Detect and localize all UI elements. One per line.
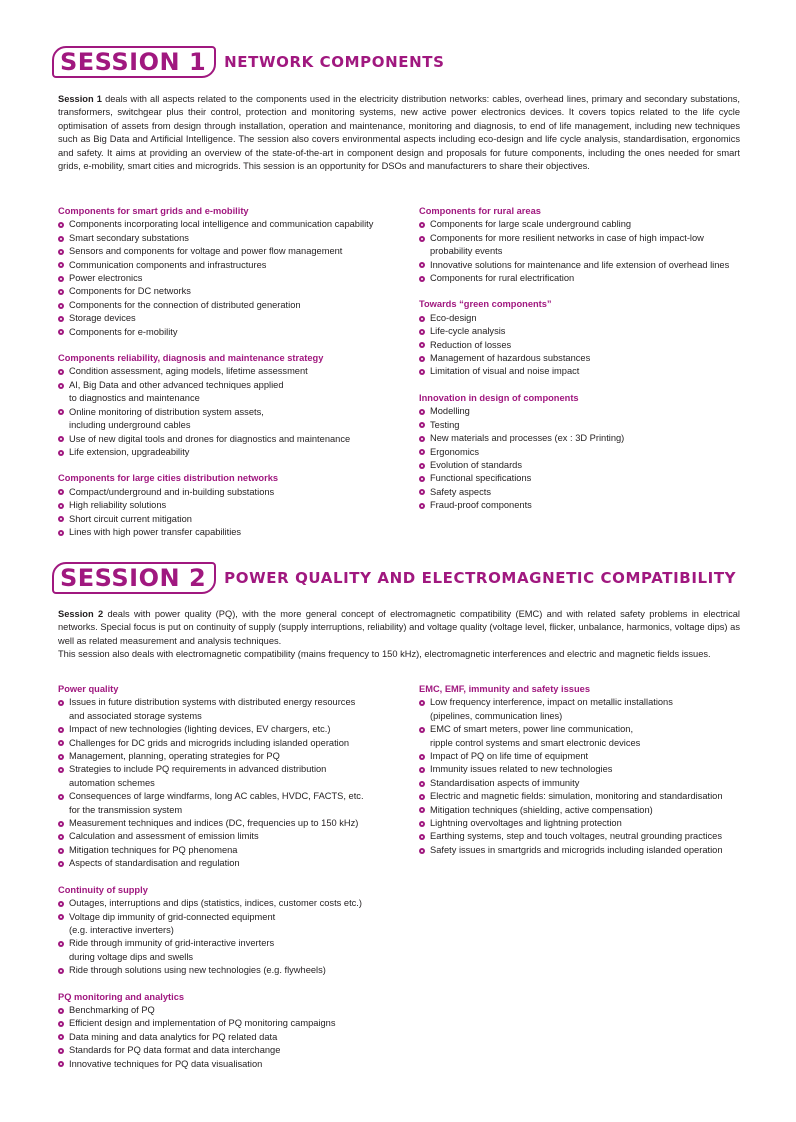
list-item-text: Fraud-proof components — [430, 500, 532, 511]
topic-list — [58, 696, 398, 870]
topic-group — [419, 205, 749, 285]
session-2-header — [52, 561, 736, 595]
list-item — [58, 259, 398, 272]
topic-group — [58, 352, 398, 459]
list-item — [419, 446, 749, 459]
list-item — [419, 272, 749, 285]
list-item — [419, 232, 749, 259]
list-item-text: Sensors and components for voltage and power flow management — [69, 246, 343, 257]
list-item — [58, 790, 398, 817]
session-1-left-column — [58, 205, 398, 552]
list-item-text: Impact of PQ on life time of equipment — [430, 751, 589, 762]
list-item-text: Life-cycle analysis — [430, 326, 506, 337]
topic-group-title: EMC, EMF, immunity and safety issues — [419, 684, 591, 694]
list-item-text: (e.g. interactive inverters) — [69, 924, 174, 935]
list-item-text: AI, Big Data and other advanced techniques applied — [69, 379, 284, 390]
list-item-text: Mitigation techniques (shielding, active compensation) — [430, 804, 653, 815]
list-item-text: Testing — [430, 419, 460, 430]
topic-list — [58, 365, 398, 459]
topic-group-title: Components for rural areas — [419, 206, 541, 216]
list-item-text: Power electronics — [69, 273, 143, 284]
topic-group — [58, 472, 398, 539]
topic-list — [58, 897, 398, 977]
list-item — [58, 696, 398, 723]
list-item — [419, 218, 749, 231]
list-item-text: Evolution of standards — [430, 459, 522, 470]
list-item-text: Life extension, upgradeability — [69, 446, 190, 457]
session-2-intro-text: deals with power quality (PQ), with the more general concept of electromagnetic compatibility (EMC) and with related safety problems in electrical networks. Special focus is put on continuity of supply (supply interruptions, reliability) and voltage quality (voltage level, flicker, unbalance, harmonics, voltage dips) as well as related measurement and analysis techniques. — [58, 609, 740, 646]
list-item-text: Management, planning, operating strategies for PQ — [69, 751, 280, 762]
list-item-text: Components for more resilient networks in case of high impact-low — [430, 232, 704, 243]
list-item-text: EMC of smart meters, power line communication, — [430, 724, 634, 735]
list-item-text: Lightning overvoltages and lightning protection — [430, 818, 622, 829]
list-item-text: Components incorporating local intelligence and communication capability — [69, 219, 374, 230]
topic-group — [58, 884, 398, 978]
list-item-text: Eco-design — [430, 312, 477, 323]
topic-group-title: PQ monitoring and analytics — [58, 991, 185, 1002]
list-item — [58, 1017, 398, 1030]
list-item-text: Condition assessment, aging models, lifetime assessment — [69, 366, 308, 377]
list-item — [419, 763, 749, 776]
list-item-text: Online monitoring of distribution system assets, — [69, 406, 264, 417]
topic-group-title: Components for large cities distribution networks — [58, 473, 279, 484]
list-item-text: Components for DC networks — [69, 286, 191, 297]
list-item — [58, 433, 398, 446]
list-item-text: Electric and magnetic fields: simulation, monitoring and standardisation — [430, 791, 723, 802]
session-1-badge: SESSION 1 — [52, 46, 216, 78]
list-item — [419, 499, 749, 512]
topic-list — [419, 696, 749, 857]
list-item — [419, 405, 749, 418]
list-item-text: to diagnostics and maintenance — [69, 393, 200, 404]
list-item-text: Aspects of standardisation and regulation — [69, 858, 240, 869]
topic-group — [58, 683, 398, 871]
list-item — [58, 365, 398, 378]
list-item-text: Challenges for DC grids and microgrids including islanded operation — [69, 737, 350, 748]
list-item — [58, 486, 398, 499]
list-item — [419, 325, 749, 338]
list-item — [58, 964, 398, 977]
list-item-text: Efficient design and implementation of PQ monitoring campaigns — [69, 1018, 336, 1029]
list-item — [58, 406, 398, 433]
list-item-text: Innovative solutions for maintenance and life extension of overhead lines — [430, 259, 730, 270]
list-item-text: Ride through immunity of grid-interactive inverters — [69, 938, 275, 949]
list-item — [58, 911, 398, 938]
topic-group-title: Towards “green components” — [419, 299, 552, 310]
list-item-text: and associated storage systems — [69, 710, 202, 721]
topic-group — [58, 205, 398, 339]
session-1-right-column — [419, 205, 749, 526]
list-item-text: Compact/underground and in-building substations — [69, 486, 275, 497]
topic-group-title: Components for smart grids and e-mobility — [58, 206, 249, 216]
list-item — [419, 339, 749, 352]
list-item-text: Voltage dip immunity of grid-connected equipment — [69, 911, 276, 922]
list-item — [58, 326, 398, 339]
list-item-text: (pipelines, communication lines) — [430, 710, 563, 721]
list-item — [58, 232, 398, 245]
list-item — [419, 777, 749, 790]
list-item-text: Immunity issues related to new technologies — [430, 764, 613, 775]
list-item-text: Standards for PQ data format and data interchange — [69, 1045, 281, 1056]
list-item — [58, 312, 398, 325]
list-item — [419, 312, 749, 325]
list-item — [58, 1044, 398, 1057]
list-item-text: Impact of new technologies (lighting devices, EV chargers, etc.) — [69, 724, 331, 735]
topic-list — [58, 1004, 398, 1071]
list-item-text: Consequences of large windfarms, long AC cables, HVDC, FACTS, etc. — [69, 791, 364, 802]
topic-group — [58, 991, 398, 1071]
list-item-text: including underground cables — [69, 420, 191, 431]
list-item — [419, 486, 749, 499]
list-item-text: Components for the connection of distributed generation — [69, 299, 301, 310]
list-item-text: Outages, interruptions and dips (statistics, indices, customer costs etc.) — [69, 898, 362, 909]
list-item-text: Limitation of visual and noise impact — [430, 366, 580, 377]
list-item — [58, 750, 398, 763]
list-item — [419, 830, 749, 843]
list-item-text: Data mining and data analytics for PQ related data — [69, 1031, 278, 1042]
list-item — [58, 1004, 398, 1017]
list-item — [419, 844, 749, 857]
topic-list — [419, 312, 749, 379]
list-item — [419, 459, 749, 472]
list-item-text: Earthing systems, step and touch voltages, neutral grounding practices — [430, 831, 722, 842]
session-1-header — [52, 45, 445, 79]
list-item-text: Low frequency interference, impact on metallic installations — [430, 697, 673, 708]
list-item-text: Storage devices — [69, 313, 136, 324]
list-item — [58, 499, 398, 512]
session-2-title: POWER QUALITY AND ELECTROMAGNETIC COMPATIBILITY — [224, 569, 737, 587]
session-1-intro-lead: Session 1 — [58, 94, 102, 104]
list-item — [419, 723, 749, 750]
list-item — [419, 432, 749, 445]
list-item — [58, 817, 398, 830]
list-item — [58, 379, 398, 406]
topic-group-title: Continuity of supply — [58, 884, 148, 895]
list-item — [58, 857, 398, 870]
list-item — [58, 763, 398, 790]
list-item — [419, 259, 749, 272]
session-2-intro-lead: Session 2 — [58, 609, 104, 619]
session-2-intro-text-2: This session also deals with electromagnetic compatibility (mains frequency to 150 kHz), electromagnetic interferences and electric and magnetic fields issues. — [58, 649, 711, 660]
list-item-text: Smart secondary substations — [69, 232, 189, 243]
list-item-text: during voltage dips and swells — [69, 951, 194, 962]
list-item-text: Lines with high power transfer capabilities — [69, 526, 242, 537]
list-item-text: Calculation and assessment of emission limits — [69, 831, 259, 842]
list-item — [419, 817, 749, 830]
session-1-intro-text: deals with all aspects related to the components used in the electricity distribution networks: cables, overhead lines, primary and secondary substations, transformers, switchgear plus their control, protection and monitoring systems, new active power electronics devices. It covers topics related to the life cycle optimisation of assets from design through installation, operation and maintenance, monitoring and diagnosis, to end of life management, including new techniques such as Big Data and Artificial Intelligence. The session also covers environmental aspects including eco-design and life cycle analysis, standardisation, ergonomics and safety. It aims at providing an overview of the state-of-the-art in component design and proposals for future components, including the ones needed for smart grids, e-mobility, smart cities and microgrids. This session is an opportunity for DSOs and manufacturers to share their objectives. — [58, 94, 740, 172]
list-item-text: Short circuit current mitigation — [69, 513, 192, 524]
topic-group — [419, 392, 749, 513]
list-item-text: Mitigation techniques for PQ phenomena — [69, 844, 238, 855]
list-item-text: Innovative techniques for PQ data visualisation — [69, 1058, 263, 1069]
list-item — [419, 804, 749, 817]
list-item-text: ripple control systems and smart electronic devices — [430, 737, 641, 748]
list-item-text: Communication components and infrastructures — [69, 259, 267, 270]
list-item — [58, 446, 398, 459]
list-item-text: for the transmission system — [69, 804, 183, 815]
list-item-text: Safety aspects — [430, 486, 491, 497]
list-item-text: High reliability solutions — [69, 500, 167, 511]
list-item-text: Safety issues in smartgrids and microgrids including islanded operation — [430, 844, 723, 855]
list-item — [58, 272, 398, 285]
topic-list — [419, 218, 749, 285]
list-item — [58, 299, 398, 312]
list-item — [419, 352, 749, 365]
list-item — [419, 365, 749, 378]
list-item — [58, 844, 398, 857]
list-item-text: New materials and processes (ex : 3D Printing) — [430, 433, 625, 444]
topic-list — [58, 218, 398, 339]
list-item-text: automation schemes — [69, 777, 155, 788]
list-item-text: Components for rural electrification — [430, 273, 575, 284]
list-item — [58, 737, 398, 750]
list-item-text: Components for e-mobility — [69, 326, 178, 337]
list-item-text: Management of hazardous substances — [430, 353, 591, 364]
list-item — [58, 897, 398, 910]
session-2-right-column — [419, 683, 749, 870]
topic-list — [58, 486, 398, 540]
topic-group-title: Components reliability, diagnosis and maintenance strategy — [58, 353, 324, 364]
session-2-intro — [58, 608, 740, 662]
list-item-text: Functional specifications — [430, 473, 532, 484]
list-item — [419, 419, 749, 432]
list-item-text: Strategies to include PQ requirements in advanced distribution — [69, 764, 327, 775]
list-item — [419, 472, 749, 485]
list-item — [58, 526, 398, 539]
list-item-text: Issues in future distribution systems with distributed energy resources — [69, 697, 356, 708]
list-item — [58, 285, 398, 298]
list-item-text: Ergonomics — [430, 446, 480, 457]
session-1-title: NETWORK COMPONENTS — [224, 53, 445, 71]
list-item — [58, 937, 398, 964]
list-item — [58, 1058, 398, 1071]
list-item-text: Reduction of losses — [430, 339, 512, 350]
list-item — [419, 750, 749, 763]
list-item — [58, 830, 398, 843]
topic-group-title: Innovation in design of components — [419, 392, 579, 403]
topic-list — [419, 405, 749, 512]
topic-group — [419, 298, 749, 378]
list-item — [58, 245, 398, 258]
session-2-badge: SESSION 2 — [52, 562, 216, 594]
list-item-text: Standardisation aspects of immunity — [430, 777, 580, 788]
session-1-intro — [58, 93, 740, 173]
list-item-text: Modelling — [430, 406, 470, 417]
list-item — [419, 790, 749, 803]
list-item-text: Measurement techniques and indices (DC, frequencies up to 150 kHz) — [69, 818, 359, 829]
list-item-text: Ride through solutions using new technologies (e.g. flywheels) — [69, 965, 326, 976]
topic-group-title: Power quality — [58, 684, 119, 694]
list-item-text: Benchmarking of PQ — [69, 1004, 155, 1015]
session-2-left-column — [58, 683, 398, 1084]
list-item — [58, 513, 398, 526]
list-item — [58, 723, 398, 736]
topic-group — [419, 683, 749, 857]
list-item-text: probability events — [430, 246, 503, 257]
list-item — [58, 1031, 398, 1044]
list-item — [419, 696, 749, 723]
list-item — [58, 218, 398, 231]
list-item-text: Components for large scale underground cabling — [430, 219, 632, 230]
list-item-text: Use of new digital tools and drones for diagnostics and maintenance — [69, 433, 351, 444]
